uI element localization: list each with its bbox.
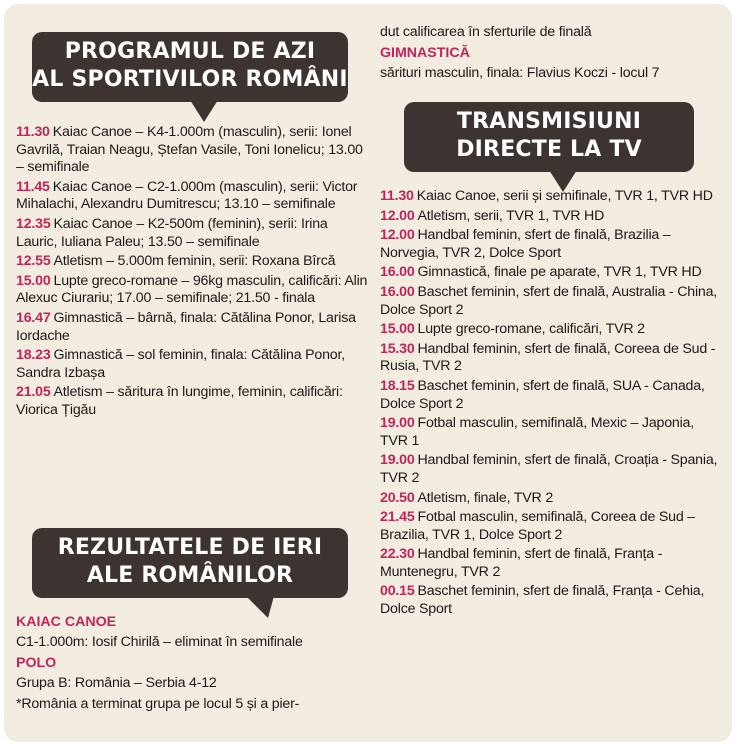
- entry-time: 00.15: [380, 583, 415, 600]
- kaiac-result: C1-1.000m: Iosif Chirilă – eliminat în semifinale: [16, 634, 303, 650]
- tv-entry: [380, 415, 720, 450]
- entry-text: Handbal feminin, sfert de finală, Croația - Spania, TVR 2: [380, 452, 718, 486]
- program-entry: [16, 384, 368, 419]
- entry-time: 19.00: [380, 415, 415, 432]
- program-entry: [16, 216, 368, 251]
- gym-heading: GIMNASTICĂ: [380, 45, 470, 61]
- tv-entry: [380, 378, 720, 413]
- tv-entry: [380, 321, 720, 339]
- polo-result: Grupa B: România – Serbia 4-12: [16, 675, 217, 691]
- tv-entry: [380, 264, 720, 282]
- entry-text: Kaiac Canoe – K4-1.000m (masculin), serii: Ionel Gavrilă, Traian Neagu, Ștefan Vasile, Toni Ionelicu; 13.00 – semifinale: [16, 124, 363, 176]
- entry-time: 11.30: [16, 124, 50, 140]
- program-entry: [16, 179, 368, 214]
- tv-entry: [380, 490, 720, 508]
- program-entry: [16, 253, 368, 271]
- entry-time: 12.00: [380, 227, 415, 244]
- entry-text: Handbal feminin, sfert de finală, Brazilia – Norvegia, TVR 2, Dolce Sport: [380, 227, 671, 261]
- entry-time: 22.30: [380, 546, 415, 563]
- tv-entry: [380, 509, 720, 544]
- results-continued: [380, 22, 720, 84]
- program-entry: [16, 347, 368, 382]
- entry-text: Kaiac Canoe – C2-1.000m (masculin), serii: Victor Mihalachi, Alexandru Dumitrescu; 13.10 – semifinale: [16, 178, 358, 213]
- results-title-line1: REZULTATELE DE IERI: [57, 535, 323, 560]
- entry-text: Baschet feminin, sfert de finală, SUA - Canada, Dolce Sport 2: [380, 377, 705, 412]
- entry-time: 18.15: [380, 377, 415, 394]
- entry-text: Gimnastică – sol feminin, finala: Cătălina Ponor, Sandra Izbașa: [16, 347, 345, 381]
- entry-time: 11.30: [380, 188, 414, 204]
- results-title-bubble: [32, 528, 348, 598]
- program-entry: [16, 310, 368, 345]
- entry-time: 12.35: [16, 215, 51, 232]
- results-title-line2: ALE ROMÂNILOR: [86, 563, 294, 588]
- tv-title-bubble: [404, 102, 694, 172]
- entry-time: 16.00: [380, 283, 415, 300]
- entry-text: Handbal feminin, sfert de finală, Franța - Muntenegru, TVR 2: [380, 546, 663, 580]
- program-title-line2: AL SPORTIVILOR ROMÂNI: [32, 67, 348, 92]
- polo-heading: POLO: [16, 655, 57, 671]
- program-title-line1: PROGRAMUL DE AZI: [64, 39, 316, 64]
- entry-text: Atletism – 5.000m feminin, serii: Roxana Bîrcă: [53, 253, 336, 270]
- tv-entry: [380, 284, 720, 319]
- program-list: [16, 124, 368, 422]
- entry-text: Handbal feminin, sfert de finală, Coreea de Sud - Rusia, TVR 2: [380, 340, 716, 375]
- tv-entry: [380, 546, 720, 581]
- entry-text: Kaiac Canoe, serii și semifinale, TVR 1, TVR HD: [416, 188, 713, 204]
- program-entry: [16, 124, 368, 177]
- entry-text: Gimnastică – bârnă, finala: Cătălina Ponor, Larisa Iordache: [16, 309, 356, 344]
- polo-note: *România a terminat grupa pe locul 5 și a pier-: [16, 696, 300, 712]
- tv-entry: [380, 452, 720, 487]
- entry-time: 15.00: [16, 272, 51, 289]
- entry-time: 12.00: [380, 207, 415, 224]
- entry-time: 19.00: [380, 452, 415, 469]
- polo-note-cont: dut calificarea în sferturile de finală: [380, 24, 592, 40]
- tv-list: [380, 188, 720, 621]
- entry-time: 20.50: [380, 489, 415, 506]
- entry-text: Baschet feminin, sfert de finală, Franța - Cehia, Dolce Sport: [380, 583, 705, 618]
- program-entry: [16, 273, 368, 308]
- tv-title-line1: TRANSMISIUNI: [456, 109, 642, 134]
- entry-text: Lupte greco-romane – 96kg masculin, calificări: Alin Alexuc Ciurariu; 17.00 – semifinale; 21.50 - finala: [16, 272, 368, 307]
- tv-entry: [380, 341, 720, 376]
- entry-time: 15.00: [380, 321, 415, 338]
- entry-time: 18.23: [16, 347, 51, 364]
- tv-title-line2: DIRECTE LA TV: [456, 137, 642, 162]
- entry-time: 21.45: [380, 509, 415, 526]
- entry-time: 21.05: [16, 384, 51, 401]
- entry-text: Atletism, serii, TVR 1, TVR HD: [417, 207, 605, 224]
- entry-time: 12.55: [16, 253, 51, 270]
- tv-entry: [380, 188, 720, 206]
- results-list: [16, 612, 368, 715]
- entry-time: 11.45: [16, 178, 50, 195]
- kaiac-heading: KAIAC CANOE: [16, 614, 117, 630]
- entry-text: Fotbal masculin, semifinală, Mexic – Japonia, TVR 1: [380, 415, 694, 449]
- entry-time: 15.30: [380, 340, 415, 357]
- entry-text: Lupte greco-romane, calificări, TVR 2: [417, 321, 645, 338]
- gym-result: sărituri masculin, finala: Flavius Koczi - locul 7: [380, 65, 660, 81]
- entry-text: Fotbal masculin, semifinală, Coreea de Sud – Brazilia, TVR 1, Dolce Sport 2: [380, 509, 695, 543]
- entry-text: Atletism, finale, TVR 2: [417, 489, 554, 506]
- entry-time: 16.00: [380, 264, 415, 281]
- entry-text: Gimnastică, finale pe aparate, TVR 1, TVR HD: [417, 264, 702, 281]
- tv-entry: [380, 227, 720, 262]
- page-panel: [4, 4, 732, 742]
- tv-entry: [380, 208, 720, 226]
- entry-text: Atletism – săritura în lungime, feminin, calificări: Viorica Țigău: [16, 384, 343, 418]
- entry-text: Baschet feminin, sfert de finală, Australia - China, Dolce Sport 2: [380, 283, 718, 318]
- tv-entry: [380, 583, 720, 618]
- program-title-bubble: [32, 32, 348, 102]
- entry-text: Kaiac Canoe – K2-500m (feminin), serii: Irina Lauric, Iuliana Paleu; 13.50 – semifinale: [16, 215, 328, 250]
- entry-time: 16.47: [16, 309, 51, 326]
